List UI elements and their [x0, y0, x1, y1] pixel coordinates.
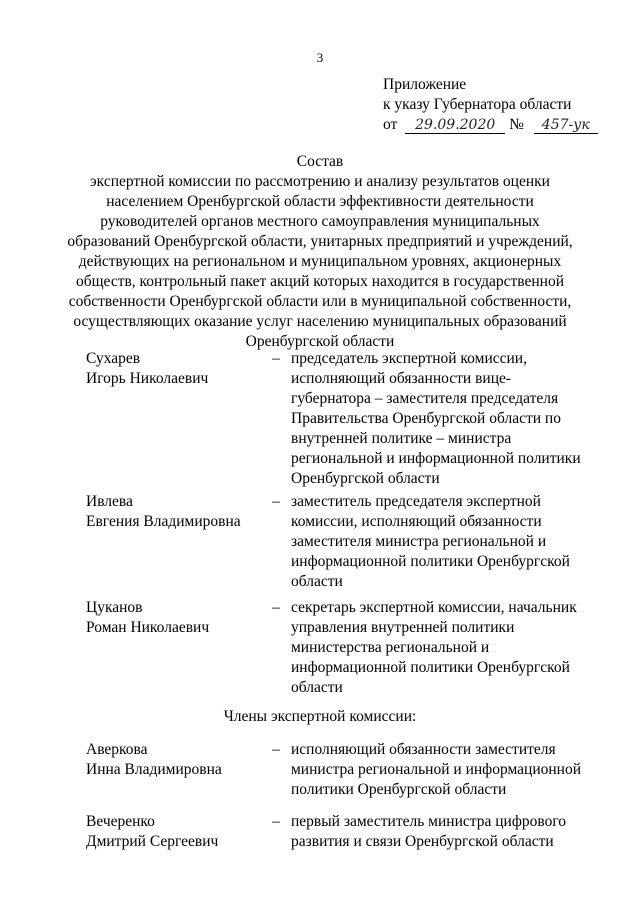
- member-role: [291, 349, 591, 489]
- role-line: политики Оренбургской области: [291, 781, 507, 798]
- role-line: Оренбургской области: [291, 470, 440, 487]
- member-name: [86, 740, 266, 780]
- handwritten-number: 457-ук: [534, 117, 598, 134]
- number-label: №: [509, 116, 524, 133]
- role-line: области: [291, 679, 343, 696]
- role-line: развития и связи Оренбургской области: [291, 833, 554, 850]
- member-name: [86, 598, 266, 638]
- member-role: [291, 812, 591, 852]
- title-heading: Состав: [296, 153, 344, 170]
- annex-block: [383, 75, 633, 135]
- title-line: руководителей органов местного самоуправления муниципальных: [100, 213, 540, 230]
- role-line: заместитель председателя экспертной: [291, 493, 541, 510]
- member-given-name: Евгения Владимировна: [86, 513, 241, 530]
- handwritten-date: 29.09.2020: [405, 117, 505, 134]
- title-line: обществ, контрольный пакет акций которых находится в государственной: [75, 273, 565, 290]
- member-role: [291, 598, 591, 698]
- member-role: [291, 740, 591, 800]
- role-line: председатель экспертной комиссии,: [291, 350, 527, 367]
- role-line: министра региональной и информационной: [291, 761, 582, 778]
- from-label: от: [383, 116, 398, 133]
- role-line: исполняющий обязанности заместителя: [291, 741, 556, 758]
- member-given-name: Роман Николаевич: [86, 619, 210, 636]
- dash-separator: –: [272, 741, 280, 758]
- member-surname: Цуканов: [86, 599, 143, 616]
- member-name: [86, 349, 266, 389]
- role-line: исполняющий обязанности вице-: [291, 370, 512, 387]
- member-role: [291, 492, 591, 592]
- title-line: образований Оренбургской области, унитарных предприятий и учреждений,: [67, 233, 573, 250]
- role-line: управления внутренней политики: [291, 619, 515, 636]
- member-name: [86, 492, 266, 532]
- role-line: информационной политики Оренбургской: [291, 553, 570, 570]
- role-line: информационной политики Оренбургской: [291, 659, 570, 676]
- role-line: министерства региональной и: [291, 639, 490, 656]
- role-line: внутренней политике – министра: [291, 430, 512, 447]
- dash-separator: –: [272, 493, 280, 510]
- dash-separator: –: [272, 813, 280, 830]
- role-line: секретарь экспертной комиссии, начальник: [291, 599, 577, 616]
- members-heading: Члены экспертной комиссии:: [223, 708, 417, 725]
- title-line: осуществляющих оказание услуг населению муниципальных образований: [73, 313, 567, 330]
- annex-title: Приложение: [383, 76, 467, 93]
- title-line: Оренбургской области: [245, 333, 395, 350]
- member-surname: Сухарев: [86, 350, 141, 367]
- role-line: области: [291, 573, 343, 590]
- role-line: первый заместитель министра цифрового: [291, 813, 567, 830]
- dash-separator: –: [272, 599, 280, 616]
- title-line: собственности Оренбургской области или в муниципальной собственности,: [68, 293, 572, 310]
- member-given-name: Игорь Николаевич: [86, 370, 209, 387]
- title-line: населением Оренбургской области эффективности деятельности: [106, 193, 534, 210]
- page-number: 3: [316, 50, 324, 65]
- role-line: региональной и информационной политики: [291, 450, 581, 467]
- role-line: Правительства Оренбургской области по: [291, 410, 561, 427]
- annex-reference: к указу Губернатора области: [383, 96, 572, 113]
- dash-separator: –: [272, 350, 280, 367]
- member-name: [86, 812, 266, 852]
- title-line: экспертной комиссии по рассмотрению и анализу результатов оценки: [90, 173, 550, 190]
- member-surname: Вечеренко: [86, 813, 155, 830]
- title-line: действующих на региональном и муниципальном уровнях, акционерных: [78, 253, 562, 270]
- annex-date-line: [383, 115, 633, 135]
- member-surname: Ивлева: [86, 493, 133, 510]
- role-line: губернатора – заместителя председателя: [291, 390, 559, 407]
- document-title: [0, 152, 640, 352]
- member-given-name: Инна Владимировна: [86, 761, 222, 778]
- member-given-name: Дмитрий Сергеевич: [86, 833, 219, 850]
- role-line: комиссии, исполняющий обязанности: [291, 513, 542, 530]
- role-line: заместителя министра региональной и: [291, 533, 547, 550]
- member-surname: Аверкова: [86, 741, 148, 758]
